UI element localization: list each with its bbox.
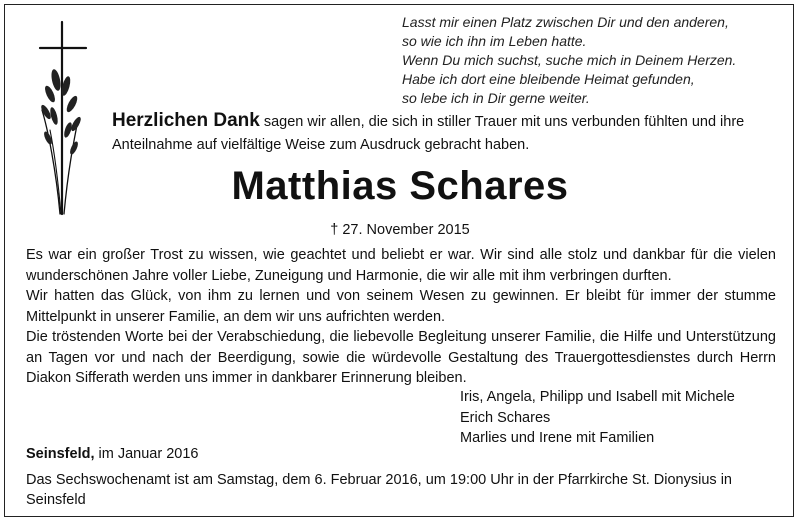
poem-line: Habe ich dort eine bleibende Heimat gefunden, <box>402 71 695 87</box>
body-paragraph: Es war ein großer Trost zu wissen, wie geachtet und beliebt er war. Wir sind alle stolz und dankbar für die vielen wunderschönen Jahre voller Liebe, Zuneigung und Harmonie, die wir alle mit ihm verbringen durften. <box>26 247 776 284</box>
deceased-name: Matthias Schares <box>231 164 569 208</box>
poem-line: Wenn Du mich suchst, suche mich in Deinem Herzen. <box>402 52 737 68</box>
place-town: Seinsfeld, <box>26 446 95 462</box>
service-notice: Das Sechswochenamt ist am Samstag, dem 6. Februar 2016, um 19:00 Uhr in der Pfarrkirche St. Dionysius in Seinsfeld <box>26 472 732 508</box>
signatory-line: Erich Schares <box>460 409 551 426</box>
signatories <box>460 387 735 449</box>
poem <box>402 13 736 108</box>
place-month: im Januar 2016 <box>94 446 199 462</box>
body-paragraph: Wir hatten das Glück, von ihm zu lernen und von seinem Wesen zu gewinnen. Er bleibt für immer der stumme Mittelpunkt in unserer Familie, an dem wir uns aufrichten werden. <box>26 288 776 325</box>
thanks-lead: Herzlichen Dank <box>112 110 260 131</box>
place-date <box>26 444 198 464</box>
signatory-line: Marlies und Irene mit Familien <box>460 430 655 446</box>
thanks-text <box>112 109 782 157</box>
poem-line: so lebe ich in Dir gerne weiter. <box>402 90 590 106</box>
thanks-body: sagen wir allen, die sich in stiller Trauer mit uns verbunden fühlten und ihre Anteilnahme auf vielfältige Weise zum Ausdruck gebracht haben. <box>112 114 745 153</box>
signatory-line: Iris, Angela, Philipp und Isabell mit Michele <box>460 389 735 405</box>
poem-line: so wie ich ihn im Leben hatte. <box>402 33 587 49</box>
body-text <box>26 245 776 389</box>
poem-line: Lasst mir einen Platz zwischen Dir und den anderen, <box>402 14 729 30</box>
death-date: † 27. November 2015 <box>330 222 470 238</box>
body-paragraph: Die tröstenden Worte bei der Verabschiedung, die liebevolle Begleitung unserer Familie, die Hilfe und Unterstützung an Tagen vor und nach der Beerdigung, sowie die würdevolle Gestaltung des Trauergottesdienstes durch Herrn Diakon Sifferath werden uns immer in dankbarer Erinnerung bleiben. <box>26 329 776 386</box>
